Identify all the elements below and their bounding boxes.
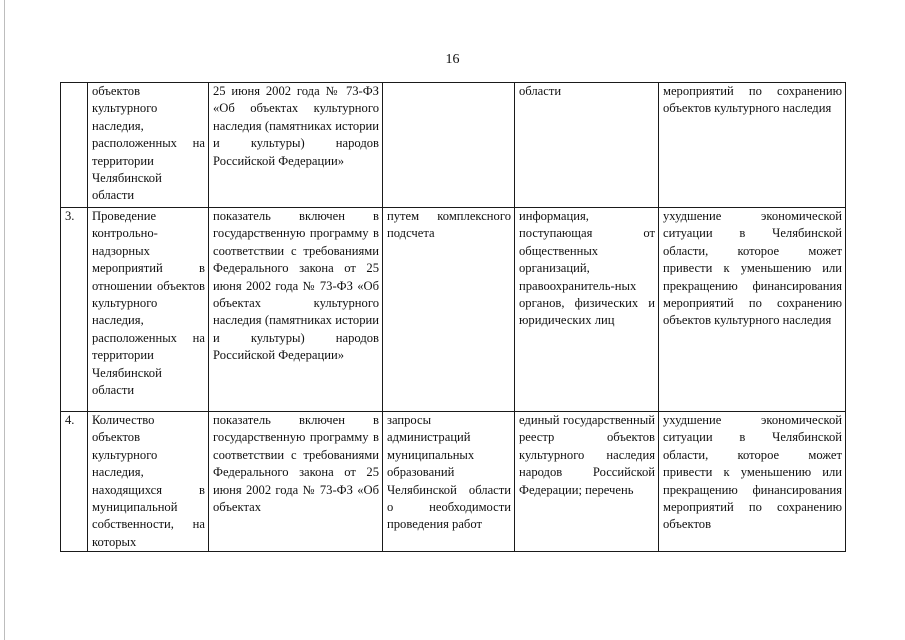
row-number-cell xyxy=(61,83,88,208)
risk-cell: ухудшение экономической ситуации в Челябинской области, которое может привести к уменьшению или прекращению финансирования мероприятий по сохранению объектов xyxy=(659,412,846,552)
source-cell: области xyxy=(515,83,659,208)
method-cell: путем комплексного подсчета xyxy=(383,208,515,412)
basis-cell: показатель включен в государственную программу в соответствии с требованиями Федерального закона от 25 июня 2002 года № 73-ФЗ «Об объектах культурного наследия (памятниках истории и культуры) народов Российской Федерации» xyxy=(209,208,383,412)
row-number-cell: 3. xyxy=(61,208,88,412)
method-cell xyxy=(383,83,515,208)
basis-cell: 25 июня 2002 года № 73-ФЗ «Об объектах культурного наследия (памятниках истории и культуры) народов Российской Федерации» xyxy=(209,83,383,208)
basis-cell: показатель включен в государственную программу в соответствии с требованиями Федерального закона от 25 июня 2002 года № 73-ФЗ «Об объектах xyxy=(209,412,383,552)
table-row xyxy=(61,208,846,412)
risk-cell: мероприятий по сохранению объектов культурного наследия xyxy=(659,83,846,208)
table-row xyxy=(61,83,846,208)
source-cell: единый государственный реестр объектов культурного наследия народов Российской Федерации; перечень xyxy=(515,412,659,552)
source-cell: информация, поступающая от общественных организаций, правоохранитель-ных органов, физических и юридических лиц xyxy=(515,208,659,412)
risk-cell: ухудшение экономической ситуации в Челябинской области, которое может привести к уменьшению или прекращению финансирования мероприятий по сохранению объектов культурного наследия xyxy=(659,208,846,412)
indicator-name-cell: Проведение контрольно-надзорных мероприятий в отношении объектов культурного наследия, расположенных на территории Челябинской области xyxy=(88,208,209,412)
indicators-table xyxy=(60,82,846,552)
method-cell: запросы администраций муниципальных образований Челябинской области о необходимости проведения работ xyxy=(383,412,515,552)
indicator-name-cell: Количество объектов культурного наследия, находящихся в муниципальной собственности, на которых xyxy=(88,412,209,552)
indicator-name-cell: объектов культурного наследия, расположенных на территории Челябинской области xyxy=(88,83,209,208)
page-left-edge xyxy=(4,0,5,640)
row-number-cell: 4. xyxy=(61,412,88,552)
table-row xyxy=(61,412,846,552)
page-number: 16 xyxy=(445,52,460,67)
